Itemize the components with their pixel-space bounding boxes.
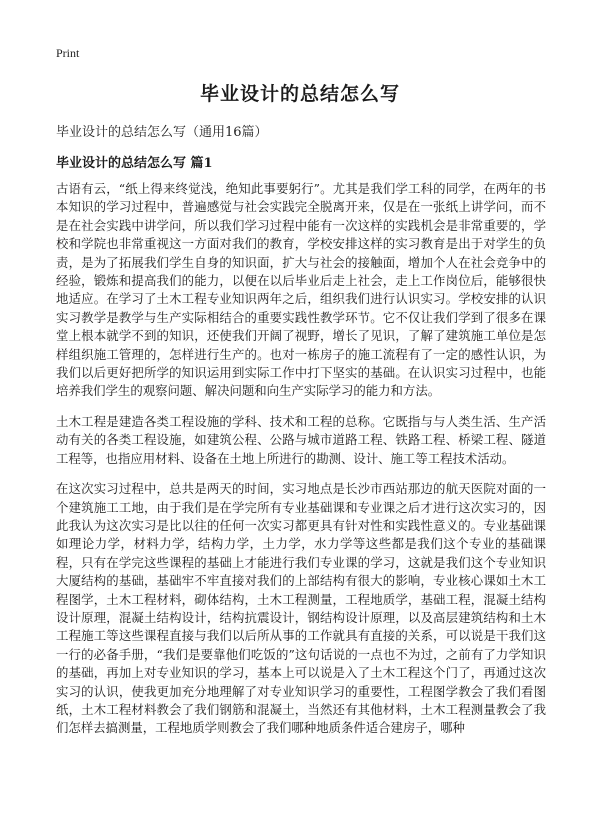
- print-link[interactable]: Print: [56, 46, 80, 60]
- paragraph: 土木工程是建造各类工程设施的学科、技术和工程的总称。它既指与与人类生活、生产活动有关的各类工程设施，如建筑公程、公路与城市道路工程、铁路工程、桥梁工程、隧道工程等，也指应用材料、设备在土地上所进行的勘测、设计、施工等工程技术活动。: [56, 413, 546, 466]
- document-subtitle: 毕业设计的总结怎么写（通用16篇）: [56, 125, 268, 140]
- section-heading: 毕业设计的总结怎么写 篇1: [56, 156, 213, 171]
- paragraph: 古语有云，“纸上得来终觉浅，绝知此事要躬行”。尤其是我们学工科的同学，在两年的书本知识的学习过程中，普遍感觉与社会实践完全脱离开来，仅是在一张纸上讲学问，而不是在社会实践中讲学问，所以我们学习过程中能有一次这样的实践机会是非常重要的，学校和学院也非常重视这一方面对我们的教育，学校安排这样的实习教育是出于对学生的负责，是为了拓展我们学生自身的知识面，扩大与社会的接触面，增加个人在社会竞争中的经验，锻炼和提高我们的能力，以便在以后毕业后走上社会，走上工作岗位后，能够很快地适应。在学习了土木工程专业知识两年之后，组织我们进行认识实习。学校安排的认识实习教学是教学与生产实际相结合的重要实践性教学环节。它不仅让我们学到了很多在课堂上根本就学不到的知识，还使我们开阔了视野，增长了见识，了解了建筑施工单位是怎样组织施工管理的，怎样进行生产的。也对一栋房子的施工流程有了一定的感性认识，为我们以后更好把所学的知识运用到实际工作中打下坚实的基础。在认识实习过程中，也能培养我们学生的观察问题、解决问题和向生产实际学习的能力和方法。: [56, 181, 546, 399]
- paragraph: 在这次实习过程中，总共是两天的时间，实习地点是长沙市西站那边的航天医院对面的一个建筑施工工地，由于我们是在学完所有专业基础课和专业课之后才进行这次实习的，因此我认为这次实习是比以往的任何一次实习都更具有针对性和实践性意义的。专业基础课如理论力学，材料力学，结构力学，土力学，水力学等这些都是我们这个专业的基础课程，只有在学完这些课程的基础上才能进行我们专业课的学习，这就是我们这个专业知识大厦结构的基础，基础牢不牢直接对我们的上部结构有很大的影响，专业核心课如土木工程图学，土木工程材料，砌体结构，土木工程测量，工程地质学，基础工程，混凝土结构设计原理，混凝土结构设计，结构抗震设计，钢结构设计原理，以及高层建筑结构和土木工程施工等这些课程直接与我们以后所从事的工作就具有直接的关系，可以说是干我们这一行的必备手册，“我们是要靠他们吃饭的”这句话说的一点也不为过，之前有了力学知识的基础，再加上对专业知识的学习，基本上可以说是入了土木工程这个门了，再通过这次实习的认识，使我更加充分地理解了对专业知识学习的重要性，工程图学教会了我们看图纸，土木工程材料教会了我们钢筋和混凝土，当然还有其他材料，土木工程测量教会了我们怎样去搞测量，工程地质学则教会了我们哪种地质条件适合建房子，哪种: [56, 481, 546, 736]
- article-body: [56, 180, 546, 750]
- document-title: 毕业设计的总结怎么写: [199, 83, 400, 105]
